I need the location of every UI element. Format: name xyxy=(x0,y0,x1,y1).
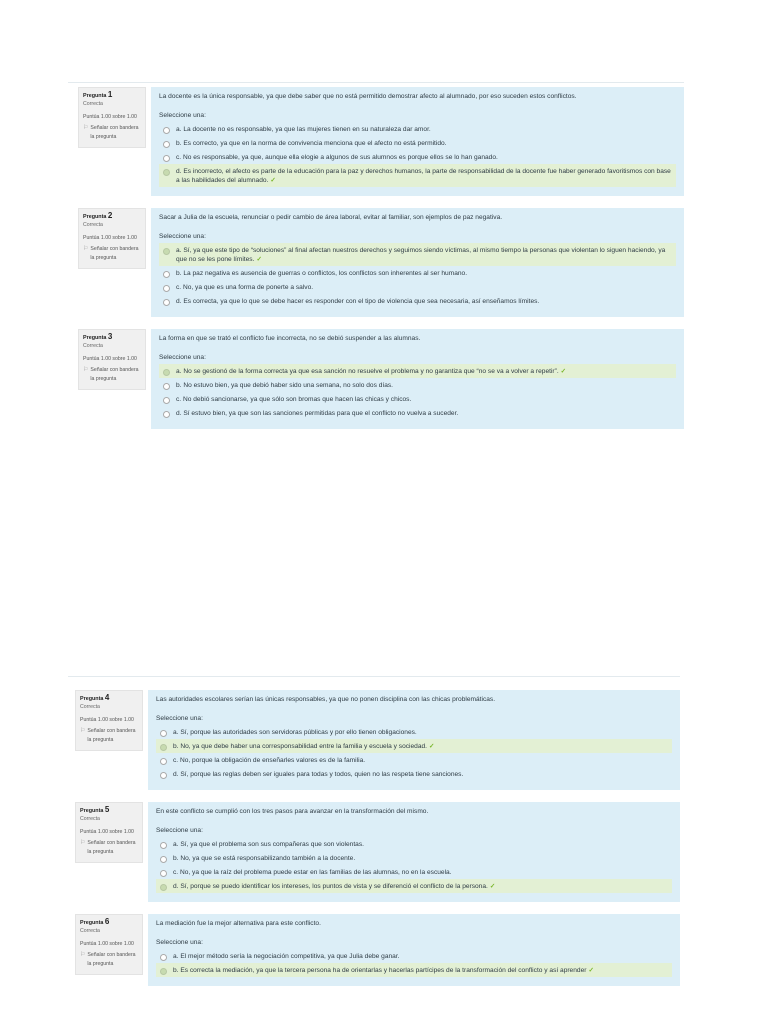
question-label: Pregunta xyxy=(83,214,107,220)
answer-text xyxy=(173,952,400,961)
answer-label: c. No, ya que la raíz del problema puede estar en las familias de las alumnas, no en la escuela. xyxy=(173,869,452,876)
radio-button[interactable] xyxy=(160,954,167,961)
question-5 xyxy=(68,802,680,902)
answer-text xyxy=(173,840,364,849)
radio-button[interactable] xyxy=(163,169,170,176)
question-number: 1 xyxy=(107,90,113,99)
flag-label: Señalar con bandera la pregunta xyxy=(90,125,139,140)
radio-button[interactable] xyxy=(160,772,167,779)
answer-label: c. No debió sancionarse, ya que sólo son bromas que hacen las chicas y chicos. xyxy=(176,396,412,403)
checkmark-icon: ✓ xyxy=(588,967,594,974)
answer-label: d. Es correcta, ya que lo que se debe hacer es responder con el tipo de violencia que sea necesaria, así enseñamos límites. xyxy=(176,298,540,305)
question-info xyxy=(78,329,146,390)
answer-label: b. No, ya que debe haber una corresponsabilidad entre la familia y escuela y sociedad. xyxy=(173,743,428,750)
answer-option[interactable] xyxy=(159,266,676,280)
radio-button[interactable] xyxy=(160,758,167,765)
question-number: 2 xyxy=(107,211,113,220)
answer-label: b. La paz negativa es ausencia de guerras o conflictos, los conflictos son inherentes al ser humano. xyxy=(176,270,468,277)
question-title xyxy=(83,212,143,221)
answer-option[interactable] xyxy=(156,753,672,767)
answer-label: c. No es responsable, ya que, aunque ella elogie a algunos de sus alumnos es porque ellos se lo han ganado. xyxy=(176,154,498,161)
answer-text xyxy=(176,297,539,306)
radio-button[interactable] xyxy=(163,271,170,278)
answer-label: d. Sí estuvo bien, ya que son las sanciones permitidas para que el conflicto no vuelva a suceder. xyxy=(176,410,459,417)
answer-prompt: Seleccione una: xyxy=(159,112,206,119)
answer-option[interactable] xyxy=(156,963,672,977)
question-score: Puntúa 1.00 sobre 1.00 xyxy=(80,716,134,723)
answer-option[interactable] xyxy=(159,294,676,308)
answer-text xyxy=(173,854,355,863)
answer-text xyxy=(176,283,313,292)
answer-label: b. No, ya que se está responsabilizando también a la docente. xyxy=(173,855,356,862)
answer-text xyxy=(173,770,463,779)
flag-icon: ⚐ xyxy=(80,952,86,959)
radio-button[interactable] xyxy=(163,155,170,162)
radio-button[interactable] xyxy=(160,856,167,863)
question-label: Pregunta xyxy=(80,696,104,702)
question-label: Pregunta xyxy=(80,920,104,926)
question-state: Correcta xyxy=(80,816,100,823)
question-info xyxy=(75,914,143,975)
answer-label: c. No, ya que es una forma de ponerte a salvo. xyxy=(176,284,314,291)
question-content xyxy=(148,914,680,986)
question-score: Puntúa 1.00 sobre 1.00 xyxy=(80,940,134,947)
answer-label: b. Es correcto, ya que en la norma de convivencia menciona que el afecto no está permitido. xyxy=(176,140,447,147)
answer-text xyxy=(176,167,674,185)
question-title xyxy=(80,918,140,927)
quiz-page-2 xyxy=(68,676,680,998)
checkmark-icon: ✓ xyxy=(560,368,567,375)
answer-option[interactable] xyxy=(156,739,672,753)
question-title xyxy=(80,694,140,703)
radio-button[interactable] xyxy=(163,127,170,134)
answer-prompt: Seleccione una: xyxy=(159,354,206,361)
answer-label: b. Es correcta la mediación, ya que la tercera persona ha de orientarlas y hacerlas partícipes de la transformación del conflicto y así aprender xyxy=(173,967,587,974)
answer-text xyxy=(176,153,498,162)
question-number: 5 xyxy=(104,805,110,814)
answer-option[interactable] xyxy=(156,851,672,865)
question-info xyxy=(75,690,143,751)
answer-prompt: Seleccione una: xyxy=(156,939,203,946)
flag-icon: ⚐ xyxy=(83,367,89,374)
question-content xyxy=(148,690,680,790)
flag-label: Señalar con bandera la pregunta xyxy=(90,367,139,382)
radio-button[interactable] xyxy=(163,141,170,148)
answer-option[interactable] xyxy=(159,243,676,266)
question-title xyxy=(80,806,140,815)
checkmark-icon: ✓ xyxy=(429,743,435,750)
flag-question-link[interactable] xyxy=(80,727,140,744)
question-number: 6 xyxy=(104,917,110,926)
question-info xyxy=(78,87,146,148)
question-title xyxy=(83,333,143,342)
question-text: Las autoridades escolares serían las únicas responsables, ya que no ponen disciplina con las chicas problemáticas. xyxy=(156,696,496,703)
answer-prompt: Seleccione una: xyxy=(159,233,206,240)
answer-option[interactable] xyxy=(156,767,672,781)
question-title xyxy=(83,91,143,100)
radio-button[interactable] xyxy=(163,397,170,404)
question-number: 4 xyxy=(104,693,110,702)
flag-question-link[interactable] xyxy=(80,839,140,856)
radio-button[interactable] xyxy=(160,968,167,975)
answer-text xyxy=(176,246,674,264)
flag-question-link[interactable] xyxy=(83,124,143,141)
question-2 xyxy=(68,208,684,317)
answer-text xyxy=(173,882,495,891)
question-content xyxy=(148,802,680,902)
quiz-page-1 xyxy=(68,82,684,441)
answer-text xyxy=(173,728,417,737)
answer-option[interactable] xyxy=(159,406,676,420)
radio-button[interactable] xyxy=(160,842,167,849)
answer-label: d. Es incorrecto, el afecto es parte de la educación para la paz y derechos humanos, la parte de responsabilidad de la docente fue haber generado favoritismos con base a las habilidades del alumnado. xyxy=(176,168,671,184)
question-score: Puntúa 1.00 sobre 1.00 xyxy=(83,234,137,241)
answer-label: a. Sí, ya que este tipo de “soluciones” al final afectan nuestros derechos y seguimos siendo víctimas, al mismo tiempo la personas que violentan lo siguen haciendo, ya que no se les pone límites. xyxy=(176,247,666,263)
answer-label: a. Sí, ya que el problema son sus compañeras que son violentas. xyxy=(173,841,364,848)
answer-label: a. La docente no es responsable, ya que las mujeres tienen en su naturaleza dar amor. xyxy=(176,126,431,133)
radio-button[interactable] xyxy=(163,369,170,376)
answer-text xyxy=(176,139,447,148)
answer-text xyxy=(176,269,467,278)
flag-icon: ⚐ xyxy=(83,246,89,253)
flag-icon: ⚐ xyxy=(80,840,86,847)
question-score: Puntúa 1.00 sobre 1.00 xyxy=(80,828,134,835)
question-label: Pregunta xyxy=(83,335,107,341)
question-info xyxy=(78,208,146,269)
answer-option[interactable] xyxy=(156,837,672,851)
flag-icon: ⚐ xyxy=(80,728,86,735)
answer-label: a. No se gestionó de la forma correcta ya que esa sanción no resuelve el problema y no garantiza que “no se va a volver a repetir”. xyxy=(176,368,559,375)
question-number: 3 xyxy=(107,332,113,341)
checkmark-icon: ✓ xyxy=(256,256,262,263)
question-state: Correcta xyxy=(83,343,103,350)
answer-text xyxy=(176,409,458,418)
answer-text xyxy=(173,868,452,877)
answer-text xyxy=(176,381,393,390)
answer-option[interactable] xyxy=(159,392,676,406)
radio-button[interactable] xyxy=(163,383,170,390)
answer-option[interactable] xyxy=(156,949,672,963)
radio-button[interactable] xyxy=(160,744,167,751)
question-label: Pregunta xyxy=(83,93,107,99)
answer-option[interactable] xyxy=(156,879,672,893)
answer-option[interactable] xyxy=(156,725,672,739)
answer-label: a. Sí, porque las autoridades son servidoras públicas y por ello tienen obligaciones. xyxy=(173,729,417,736)
answer-text xyxy=(173,756,365,765)
question-text: En este conflicto se cumplió con los tres pasos para avanzar en la transformación del mismo. xyxy=(156,808,429,815)
answer-option[interactable] xyxy=(159,280,676,294)
question-content xyxy=(151,208,684,317)
checkmark-icon: ✓ xyxy=(270,177,276,184)
answer-text xyxy=(176,125,431,134)
question-score: Puntúa 1.00 sobre 1.00 xyxy=(83,355,137,362)
radio-button[interactable] xyxy=(163,411,170,418)
answer-text xyxy=(176,367,566,376)
radio-button[interactable] xyxy=(163,285,170,292)
flag-label: Señalar con bandera la pregunta xyxy=(87,840,136,855)
answer-option[interactable] xyxy=(159,136,676,150)
flag-question-link[interactable] xyxy=(83,366,143,383)
answer-prompt: Seleccione una: xyxy=(156,827,203,834)
answer-label: d. Sí, porque las reglas deben ser iguales para todas y todos, quien no las respeta tiene sanciones. xyxy=(173,771,464,778)
question-content xyxy=(151,329,684,429)
flag-question-link[interactable] xyxy=(83,245,143,262)
question-text: La mediación fue la mejor alternativa para este conflicto. xyxy=(156,920,321,927)
question-label: Pregunta xyxy=(80,808,104,814)
question-1 xyxy=(68,87,684,196)
question-3 xyxy=(68,329,684,429)
answer-label: c. No, porque la obligación de enseñarles valores es de la familia. xyxy=(173,757,366,764)
answer-option[interactable] xyxy=(159,164,676,187)
flag-label: Señalar con bandera la pregunta xyxy=(90,246,139,261)
question-info xyxy=(75,802,143,863)
flag-icon: ⚐ xyxy=(83,125,89,132)
question-score: Puntúa 1.00 sobre 1.00 xyxy=(83,113,137,120)
radio-button[interactable] xyxy=(163,299,170,306)
answer-prompt: Seleccione una: xyxy=(156,715,203,722)
answer-option[interactable] xyxy=(159,122,676,136)
radio-button[interactable] xyxy=(163,248,170,255)
answer-option[interactable] xyxy=(156,865,672,879)
answer-option[interactable] xyxy=(159,364,676,378)
answer-option[interactable] xyxy=(159,150,676,164)
answer-text xyxy=(176,395,411,404)
question-content xyxy=(151,87,684,196)
answer-option[interactable] xyxy=(159,378,676,392)
checkmark-icon: ✓ xyxy=(489,883,496,890)
answer-text xyxy=(173,742,435,751)
answer-label: d. Sí, porque se puedo identificar los intereses, los puntos de vista y se diferenció el conflicto de la persona. xyxy=(173,883,488,890)
question-text: La docente es la única responsable, ya que debe saber que no está permitido demostrar afecto al alumnado, por eso suceden estos conflictos. xyxy=(159,93,577,100)
question-state: Correcta xyxy=(83,222,103,229)
answer-text xyxy=(173,966,594,975)
question-4 xyxy=(68,690,680,790)
flag-question-link[interactable] xyxy=(80,951,140,968)
radio-button[interactable] xyxy=(160,870,167,877)
question-state: Correcta xyxy=(83,101,103,108)
question-6 xyxy=(68,914,680,986)
flag-label: Señalar con bandera la pregunta xyxy=(87,952,136,967)
answer-label: b. No estuvo bien, ya que debió haber sido una semana, no solo dos días. xyxy=(176,382,394,389)
radio-button[interactable] xyxy=(160,884,167,891)
radio-button[interactable] xyxy=(160,730,167,737)
question-text: Sacar a Julia de la escuela, renunciar o pedir cambio de área laboral, evitar al familiar, son ejemplos de paz negativa. xyxy=(159,214,503,221)
answer-label: a. El mejor método sería la negociación competitiva, ya que Julia debe ganar. xyxy=(173,953,400,960)
flag-label: Señalar con bandera la pregunta xyxy=(87,728,136,743)
question-text: La forma en que se trató el conflicto fue incorrecta, no se debió suspender a las alumnas. xyxy=(159,335,421,342)
question-state: Correcta xyxy=(80,704,100,711)
question-state: Correcta xyxy=(80,928,100,935)
